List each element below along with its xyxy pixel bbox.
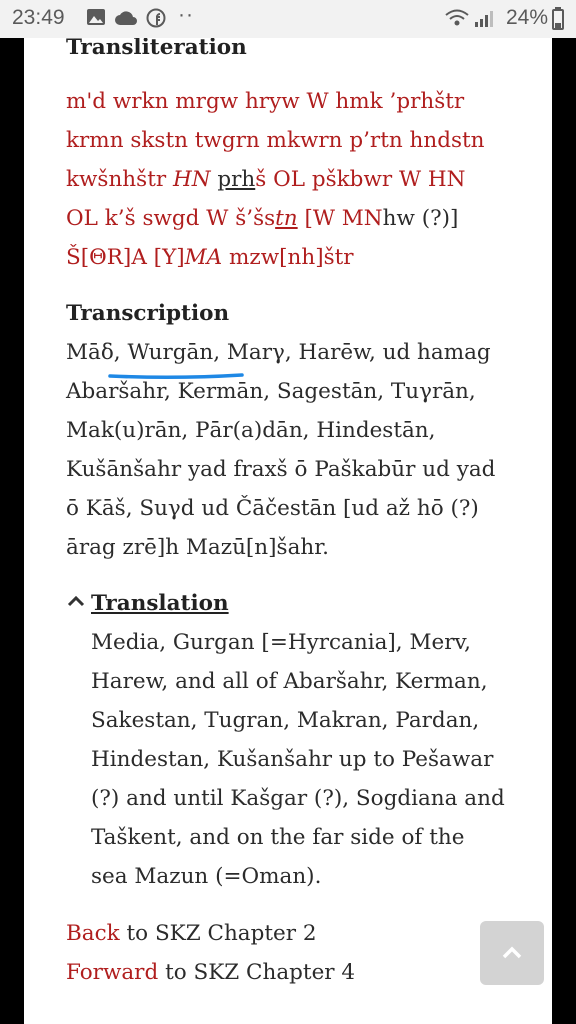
transliteration-heading: Transliteration [66,38,247,60]
back-link[interactable]: Back [66,921,120,946]
translation-line-2: Harew, and all of Abaršahr, Kerman, [91,669,488,694]
clock: 23:49 [12,6,65,29]
scroll-to-top-button[interactable] [480,921,544,985]
transliteration-line-4: OL k’š swgd W š’šstn [W MNhw (?)] [66,206,459,231]
translation-line-7: sea Mazun (=Oman). [91,864,322,889]
transliteration-line-5: Š[ΘR]A [Y]MA mzw[nh]štr [66,245,354,270]
forward-nav: Forward to SKZ Chapter 4 [66,960,356,985]
transcription-line-4: Kušānšahr yad fraxš ō Paškabūr ud yad [66,457,496,482]
translation-line-1: Media, Gurgan [=Hyrcania], Merv, [91,630,471,655]
transliteration-line-2: krmn skstn twgrn mkwrn p’rtn hndstn [66,128,485,153]
wifi-icon [444,8,470,28]
translation-line-3: Sakestan, Tugran, Makran, Pardan, [91,708,480,733]
transcription-line-3: Mak(u)rān, Pār(a)dān, Hindestān, [66,418,436,443]
facebook-icon [146,8,166,28]
status-bar [0,0,576,38]
translation-line-4: Hindestan, Kušanšahr up to Pešawar [91,747,494,772]
transliteration-line-3: kwšnhštr HN prhš OL pškbwr W HN [66,167,466,192]
signal-icon [474,10,494,28]
transcription-heading: Transcription [66,301,230,326]
translation-toggle[interactable]: Translation [91,591,229,616]
transcription-line-1: Māδ, Wurgān, Marγ, Harēw, ud hamag [66,340,491,365]
transcription-line-5: ō Kāš, Suγd ud Čāčestān [ud až hō (?) [66,496,479,521]
image-icon [86,8,106,26]
chevron-up-icon[interactable] [66,594,86,608]
transcription-line-2: Abaršahr, Kermān, Sagestān, Tuγrān, [66,379,476,404]
translation-line-5: (?) and until Kašgar (?), Sogdiana and [91,786,505,811]
forward-link[interactable]: Forward [66,960,159,985]
translation-line-6: Taškent, and on the far side of the [91,825,465,850]
scroll-to-top-icon [501,946,523,960]
battery-icon [552,7,566,31]
transliteration-line-1: m'd wrkn mrgw hryw W hmk ’prhštr [66,89,465,114]
article-page [24,38,552,1024]
back-nav: Back to SKZ Chapter 2 [66,921,317,946]
transcription-line-6: ārag zrē]h Mazū[n]šahr. [66,535,329,560]
more-notifications: ·· [178,3,194,26]
cloud-icon [114,8,138,26]
battery-level: 24% [505,6,548,29]
